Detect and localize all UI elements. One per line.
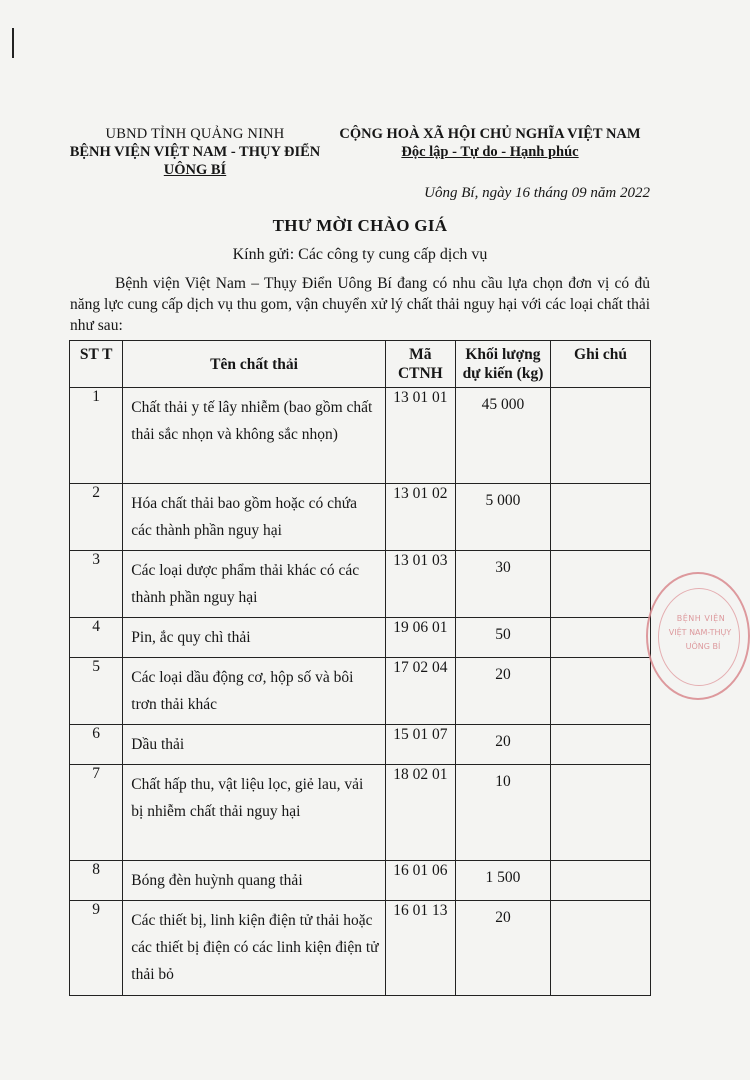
row-note <box>551 551 651 618</box>
row-code: 19 06 01 <box>385 618 455 658</box>
row-stt: 5 <box>70 658 123 725</box>
document-title: THƯ MỜI CHÀO GIÁ <box>272 216 448 235</box>
row-stt: 4 <box>70 618 123 658</box>
row-stt: 8 <box>70 861 123 901</box>
header-name: Tên chất thải <box>123 341 386 388</box>
issuer-header <box>60 125 330 179</box>
row-code: 18 02 01 <box>385 765 455 861</box>
table-row <box>70 901 651 996</box>
official-stamp <box>646 572 750 700</box>
row-stt: 7 <box>70 765 123 861</box>
national-header <box>330 125 650 161</box>
row-name: Bóng đèn huỳnh quang thải <box>123 861 386 901</box>
row-name: Chất hấp thu, vật liệu lọc, giẻ lau, vải bị nhiễm chất thải nguy hại <box>123 765 386 861</box>
stamp-inner-ring <box>658 588 740 686</box>
row-name: Pin, ắc quy chì thải <box>123 618 386 658</box>
row-note <box>551 658 651 725</box>
row-qty: 45 000 <box>455 388 550 484</box>
row-qty: 5 000 <box>455 484 550 551</box>
row-code: 16 01 06 <box>385 861 455 901</box>
table-row <box>70 658 651 725</box>
row-note <box>551 725 651 765</box>
row-note <box>551 484 651 551</box>
waste-table <box>69 340 651 996</box>
row-code: 13 01 02 <box>385 484 455 551</box>
table-row <box>70 388 651 484</box>
row-name: Các loại dầu động cơ, hộp số và bôi trơn thải khác <box>123 658 386 725</box>
header-qty: Khối lượng dự kiến (kg) <box>455 341 550 388</box>
row-qty: 30 <box>455 551 550 618</box>
national-title: CỘNG HOÀ XÃ HỘI CHỦ NGHĨA VIỆT NAM <box>339 126 641 142</box>
issuer-city: UÔNG BÍ <box>163 162 227 178</box>
table-header-row <box>70 341 651 388</box>
row-note <box>551 765 651 861</box>
row-name: Dầu thải <box>123 725 386 765</box>
header-stt: ST T <box>70 341 123 388</box>
issuer-province: UBND TỈNH QUẢNG NINH <box>105 126 285 142</box>
row-qty: 20 <box>455 725 550 765</box>
table-row <box>70 618 651 658</box>
row-note <box>551 861 651 901</box>
row-name: Hóa chất thải bao gồm hoặc có chứa các thành phần nguy hại <box>123 484 386 551</box>
row-code: 13 01 03 <box>385 551 455 618</box>
row-note <box>551 618 651 658</box>
table-row <box>70 765 651 861</box>
stamp-text-1: BỆNH VIỆN <box>676 614 726 623</box>
document-date: Uông Bí, ngày 16 tháng 09 năm 2022 <box>424 185 650 201</box>
row-stt: 1 <box>70 388 123 484</box>
row-stt: 2 <box>70 484 123 551</box>
stamp-text-3: UÔNG BÍ <box>685 642 721 651</box>
row-code: 17 02 04 <box>385 658 455 725</box>
row-name: Các thiết bị, linh kiện điện tử thải hoặc các thiết bị điện có các linh kiện điện tử thải bỏ <box>123 901 386 996</box>
table-row <box>70 861 651 901</box>
margin-mark <box>12 28 14 58</box>
header-note: Ghi chú <box>551 341 651 388</box>
row-qty: 50 <box>455 618 550 658</box>
row-code: 13 01 01 <box>385 388 455 484</box>
row-code: 16 01 13 <box>385 901 455 996</box>
row-qty: 20 <box>455 901 550 996</box>
row-code: 15 01 07 <box>385 725 455 765</box>
table-row <box>70 725 651 765</box>
table-row <box>70 484 651 551</box>
row-stt: 9 <box>70 901 123 996</box>
row-qty: 20 <box>455 658 550 725</box>
national-motto: Độc lập - Tự do - Hạnh phúc <box>401 144 579 160</box>
row-stt: 6 <box>70 725 123 765</box>
header-code: Mã CTNH <box>385 341 455 388</box>
row-qty: 1 500 <box>455 861 550 901</box>
table-row <box>70 551 651 618</box>
row-note <box>551 901 651 996</box>
stamp-text-2: VIỆT NAM-THỤY <box>668 628 732 637</box>
issuer-hospital: BỆNH VIỆN VIỆT NAM - THỤY ĐIỂN <box>69 144 321 160</box>
row-qty: 10 <box>455 765 550 861</box>
row-name: Chất thải y tế lây nhiễm (bao gồm chất thải sắc nhọn và không sắc nhọn) <box>123 388 386 484</box>
row-note <box>551 388 651 484</box>
intro-paragraph: Bệnh viện Việt Nam – Thụy Điển Uông Bí đang có nhu cầu lựa chọn đơn vị có đủ năng lực cung cấp dịch vụ thu gom, vận chuyển xử lý chất thải nguy hại với các loại chất thải như sau: <box>70 275 650 334</box>
row-stt: 3 <box>70 551 123 618</box>
greeting-line: Kính gửi: Các công ty cung cấp dịch vụ <box>232 246 488 263</box>
row-name: Các loại dược phẩm thải khác có các thành phần nguy hại <box>123 551 386 618</box>
